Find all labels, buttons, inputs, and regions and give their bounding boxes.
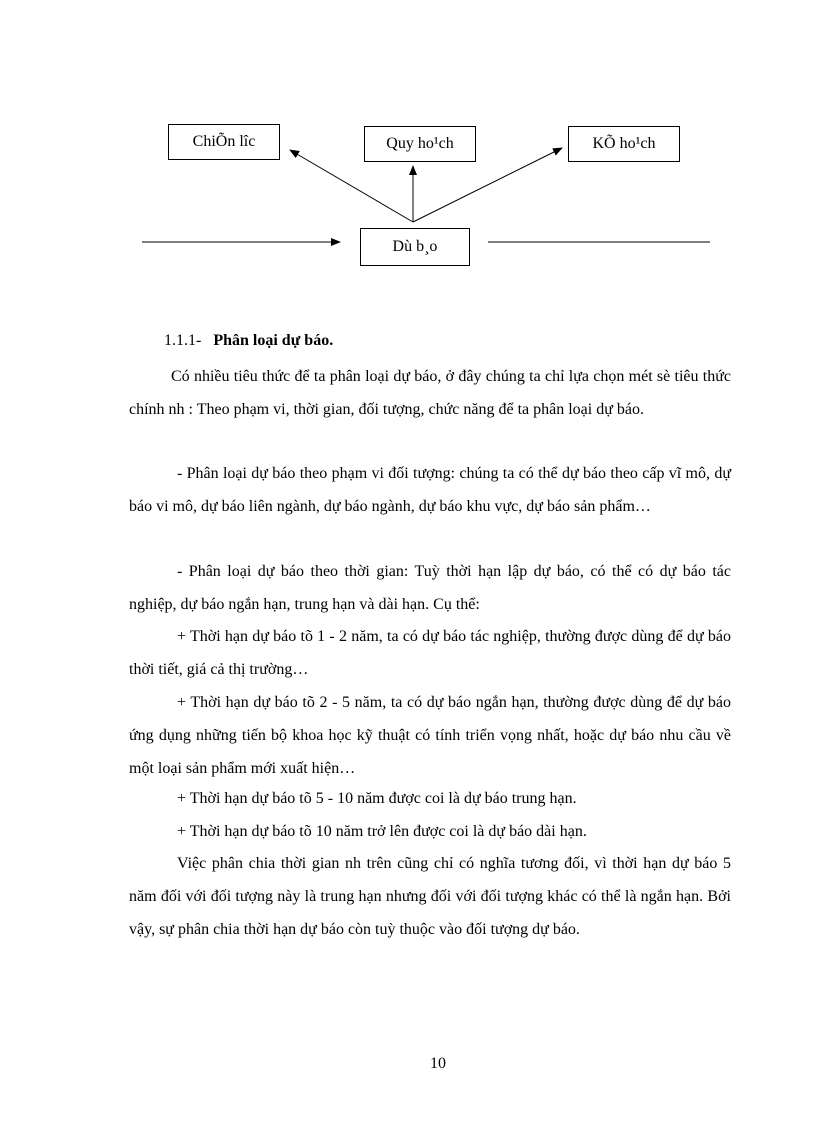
paragraph-scope: - Phân loại dự báo theo phạm vi đối tượng: chúng ta có thể dự báo theo cấp vĩ mô, dự báo vi mô, dự báo liên ngành, dự báo ngành, dự báo khu vực, dự báo sản phẩm… (129, 465, 731, 515)
box-quy-hoach: Quy ho¹ch (364, 126, 476, 162)
paragraph-conclusion: Việc phân chia thời gian nh trên cũng chỉ có nghĩa tương đối, vì thời hạn dự báo 5 năm đối với đối tượng này là trung hạn nhưng đối với đối tượng khác có thể là ngắn hạn. Bởi vậy, sự phân chia thời hạn dự báo còn tuỳ thuộc vào đối tượng dự báo. (129, 855, 731, 938)
section-title: Phân loại dự báo. (213, 332, 334, 349)
paragraph-intro: Có nhiều tiêu thức để ta phân loại dự báo, ở đây chúng ta chỉ lựa chọn mét sè tiêu thức chính nh : Theo phạm vi, thời gian, đối tượng, chức năng để ta phân loại dự báo. (129, 368, 731, 418)
paragraph-medium-term: + Thời hạn dự báo tõ 5 - 10 năm được coi là dự báo trung hạn. (177, 790, 577, 807)
section-heading (164, 332, 333, 350)
paragraph-time: - Phân loại dự báo theo thời gian: Tuỳ thời hạn lập dự báo, có thể có dự báo tác nghiệp, dự báo ngắn hạn, trung hạn và dài hạn. Cụ thể: (129, 563, 731, 613)
section-number: 1.1.1- (164, 332, 202, 349)
paragraph-short-term: + Thời hạn dự báo tõ 2 - 5 năm, ta có dự báo ngắn hạn, thường được dùng để dự báo ứng dụng những tiến bộ khoa học kỹ thuật có tính triển vọng nhất, hoặc dự báo nhu cầu về một loại sản phẩm mới xuất hiện… (129, 694, 731, 777)
box-chien-luoc: ChiÕn lîc (168, 124, 280, 160)
box-du-bao: Dù b¸o (360, 228, 470, 266)
paragraph-long-term: + Thời hạn dự báo tõ 10 năm trở lên được coi là dự báo dài hạn. (177, 823, 587, 840)
paragraph-operational: + Thời hạn dự báo tõ 1 - 2 năm, ta có dự báo tác nghiệp, thường được dùng để dự báo thời tiết, giá cả thị trường… (129, 628, 731, 678)
forecast-diagram (0, 0, 816, 300)
box-ke-hoach: KÕ ho¹ch (568, 126, 680, 162)
page-number: 10 (430, 1055, 446, 1072)
